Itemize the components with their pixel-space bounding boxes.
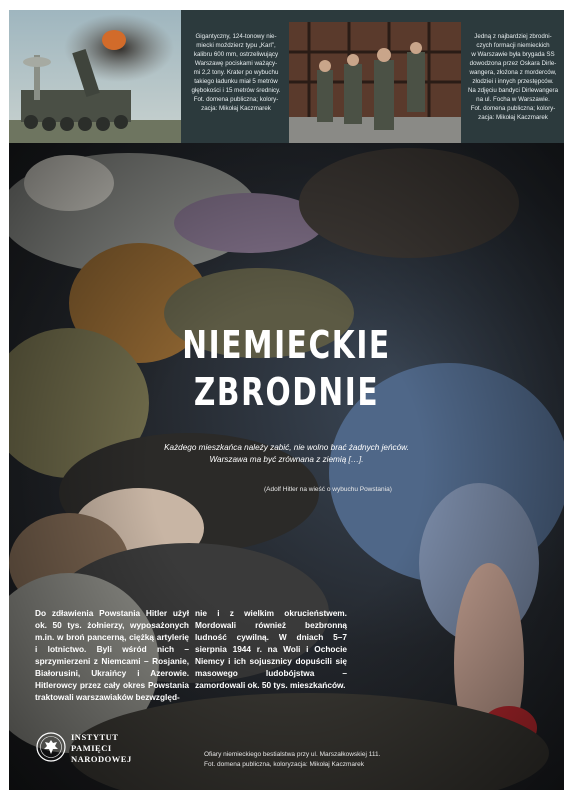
caption-line: Ofiary niemieckiego bestialstwa przy ul. Marszałkowskiej 111. (204, 751, 381, 758)
body-column-2: nie i z wielkim okrucieństwem. Mordowali również bezbronną ludność cywilną. W dniach 5–7 sierpnia 1944 r. na Woli i Ochocie Niemcy i ich sojusznicy dopuścili się masowego ludobójstwa – zamordowali ok. 50 tys. mieszkańców. (195, 608, 347, 690)
ipn-line: PAMIĘCI (71, 743, 112, 753)
top-bar (9, 10, 564, 143)
caption-line: Fot. domena publiczna; kolory- (193, 96, 279, 103)
caption-line: kalibru 600 mm, ostrzeliwujący (193, 51, 279, 58)
caption-line: Na zdjęciu bandyci Dirlewangera (467, 87, 559, 94)
caption-line: wangera, złożona z morderców, (469, 69, 557, 76)
caption-line: głębokości i 15 metrów średnicy. (191, 87, 281, 94)
caption-line: zacja: Mikołaj Kaczmarek (478, 114, 548, 121)
poster-title-line2: ZBRODNIE (193, 370, 380, 414)
quote-source: (Adolf Hitler na wieść o wybuchu Powstania) (264, 486, 392, 493)
hitler-quote: Każdego mieszkańca należy zabić, nie wolno brać żadnych jeńców. Warszawa ma być zrównana z ziemią […]. (164, 443, 409, 464)
caption-line: Gigantyczny, 124-tonowy nie- (195, 33, 277, 40)
brigade-caption (464, 32, 562, 122)
ipn-name (71, 732, 132, 765)
caption-line: Warszawę pociskami ważący- (194, 60, 278, 67)
ipn-line: NARODOWEJ (71, 754, 132, 764)
poster-title-line1: NIEMIECKIE (182, 323, 391, 367)
brigade-photo (289, 22, 461, 143)
caption-line: złodziei i innych przestępców. (472, 78, 554, 85)
hero-photo-caption (204, 750, 464, 770)
ipn-line: INSTYTUT (71, 732, 119, 742)
caption-line: dowodzona przez Oskara Dirle- (469, 60, 557, 67)
poster (9, 10, 564, 790)
caption-line: takiego ładunku miał 5 metrów (194, 78, 278, 85)
caption-line: Jedną z najbardziej zbrodni- (474, 33, 552, 40)
ipn-eagle-logo (36, 732, 66, 762)
mortar-photo (9, 10, 181, 143)
caption-line: miecki moździerz typu „Karl”, (196, 42, 276, 49)
caption-line: na ul. Focha w Warszawie. (476, 96, 550, 103)
caption-line: czych formacji niemieckich (476, 42, 550, 49)
caption-line: zacja: Mikołaj Kaczmarek (201, 105, 271, 112)
caption-line: Fot. domena publiczna; kolory- (470, 105, 556, 112)
body-column-1: Do zdławienia Powstania Hitler użył ok. 50 tys. żołnierzy, wyposażonych m.in. w broń pancerną, ciężką artylerię i lotnictwo. Byli wśród nich – sprzymierzeni z Niemcami – Rosjanie, Białorusini, Ukraińcy i Azerowie. Hitlerowcy przez cały okres Powstania traktowali warszawiaków bezwzględ- (35, 608, 189, 702)
mortar-caption (187, 32, 285, 113)
caption-line: w Warszawie była brygada SS (471, 51, 555, 58)
caption-line: Fot. domena publiczna, koloryzacja: Mikołaj Kaczmarek (204, 761, 365, 768)
caption-line: mi 2,2 tony. Krater po wybuchu (193, 69, 279, 76)
